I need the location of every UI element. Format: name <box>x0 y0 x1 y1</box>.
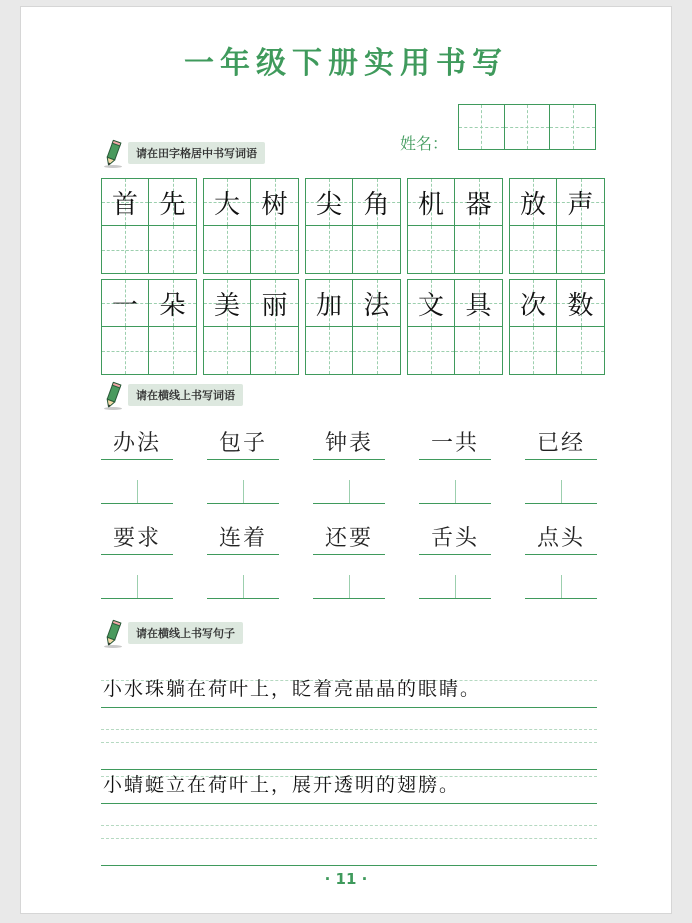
practice-char-box[interactable] <box>557 226 604 273</box>
model-char-box <box>251 179 298 226</box>
line-words-row <box>101 426 631 504</box>
model-word: 已经 <box>525 426 597 460</box>
model-char: 丽 <box>261 290 288 321</box>
line-word-item <box>525 426 631 504</box>
practice-char-box[interactable] <box>149 327 196 374</box>
tianzige-char-box[interactable] <box>306 179 353 273</box>
model-char-box <box>306 179 352 226</box>
model-word: 一共 <box>419 426 491 460</box>
section-label: 请在横线上书写词语 <box>128 384 243 406</box>
tianzige-char-box[interactable] <box>306 280 353 374</box>
model-char: 一 <box>111 290 138 321</box>
name-box-cell[interactable] <box>459 105 505 149</box>
model-word: 舌头 <box>419 521 491 555</box>
practice-line[interactable] <box>313 476 385 504</box>
section-header-grid <box>102 138 265 168</box>
writing-line[interactable] <box>101 826 597 866</box>
tianzige-char-box[interactable] <box>102 280 149 374</box>
practice-line[interactable] <box>207 476 279 504</box>
page-number: · 11 · <box>324 870 368 888</box>
model-char-box <box>455 280 502 327</box>
model-char: 大 <box>213 189 240 220</box>
tianzige-word-cell[interactable] <box>305 178 401 274</box>
tianzige-word-cell[interactable] <box>407 178 503 274</box>
tianzige-word-cell[interactable] <box>101 279 197 375</box>
pencil-icon <box>102 380 124 410</box>
model-char-box <box>455 179 502 226</box>
tianzige-char-box[interactable] <box>408 179 455 273</box>
model-char: 文 <box>417 290 444 321</box>
name-input-grid[interactable] <box>458 104 596 150</box>
pencil-icon <box>102 618 124 648</box>
model-char: 首 <box>111 189 138 220</box>
practice-line[interactable] <box>525 571 597 599</box>
model-char-box <box>204 280 250 327</box>
model-char-box <box>510 280 556 327</box>
tianzige-char-box[interactable] <box>149 280 196 374</box>
line-word-item <box>101 426 207 504</box>
practice-line[interactable] <box>313 571 385 599</box>
tianzige-char-box[interactable] <box>408 280 455 374</box>
model-char: 声 <box>567 189 594 220</box>
model-char-box <box>353 280 400 327</box>
model-char-box <box>204 179 250 226</box>
line-word-item <box>525 521 631 599</box>
model-word: 连着 <box>207 521 279 555</box>
model-word: 包子 <box>207 426 279 460</box>
model-char: 尖 <box>315 189 342 220</box>
practice-char-box[interactable] <box>251 327 298 374</box>
practice-line[interactable] <box>419 571 491 599</box>
tianzige-word-cell[interactable] <box>203 279 299 375</box>
model-char-box <box>149 179 196 226</box>
sentence-model-line <box>101 764 597 804</box>
model-char: 树 <box>261 189 288 220</box>
model-word: 要求 <box>101 521 173 555</box>
practice-char-box[interactable] <box>251 226 298 273</box>
practice-char-box[interactable] <box>455 226 502 273</box>
line-words-row <box>101 521 631 599</box>
practice-line[interactable] <box>101 571 173 599</box>
practice-char-box[interactable] <box>353 226 400 273</box>
model-char: 放 <box>519 189 546 220</box>
name-box-cell[interactable] <box>550 105 595 149</box>
tianzige-char-box[interactable] <box>557 179 604 273</box>
section-header-lines <box>102 380 243 410</box>
practice-char-box[interactable] <box>204 226 250 273</box>
tianzige-word-cell[interactable] <box>407 279 503 375</box>
name-label: 姓名： <box>400 134 449 153</box>
tianzige-word-cell[interactable] <box>203 178 299 274</box>
tianzige-word-cell[interactable] <box>509 279 605 375</box>
practice-char-box[interactable] <box>408 226 454 273</box>
model-char-box <box>102 280 148 327</box>
writing-guide-line <box>101 804 597 826</box>
practice-char-box[interactable] <box>102 327 148 374</box>
model-char: 朵 <box>159 290 186 321</box>
model-char-box <box>306 280 352 327</box>
line-word-item <box>207 521 313 599</box>
tianzige-char-box[interactable] <box>510 179 557 273</box>
sentence-block-1 <box>101 668 597 770</box>
tianzige-char-box[interactable] <box>353 280 400 374</box>
model-char-box <box>557 179 604 226</box>
sentence-text: 小蜻蜓立在荷叶上，展开透明的翅膀。 <box>103 774 461 796</box>
practice-char-box[interactable] <box>510 327 556 374</box>
model-char: 器 <box>465 189 492 220</box>
page-title: 一年级下册实用书写 <box>184 46 508 81</box>
sentence-text: 小水珠躺在荷叶上，眨着亮晶晶的眼睛。 <box>103 678 482 700</box>
practice-char-box[interactable] <box>353 327 400 374</box>
tianzige-char-box[interactable] <box>353 179 400 273</box>
model-char: 数 <box>567 290 594 321</box>
practice-char-box[interactable] <box>306 226 352 273</box>
tianzige-char-box[interactable] <box>251 179 298 273</box>
tianzige-char-box[interactable] <box>102 179 149 273</box>
model-char: 加 <box>315 290 342 321</box>
section-label: 请在横线上书写句子 <box>128 622 243 644</box>
sentence-block-2 <box>101 764 597 866</box>
practice-char-box[interactable] <box>102 226 148 273</box>
tianzige-char-box[interactable] <box>455 179 502 273</box>
model-char-box <box>251 280 298 327</box>
tianzige-word-cell[interactable] <box>305 279 401 375</box>
model-word: 点头 <box>525 521 597 555</box>
model-char: 机 <box>417 189 444 220</box>
model-char: 美 <box>213 290 240 321</box>
model-char-box <box>557 280 604 327</box>
model-word: 办法 <box>101 426 173 460</box>
grid-row <box>101 178 605 274</box>
practice-line[interactable] <box>525 476 597 504</box>
tianzige-word-cell[interactable] <box>101 178 197 274</box>
model-char: 先 <box>159 189 186 220</box>
model-char: 具 <box>465 290 492 321</box>
name-box-cell[interactable] <box>505 105 551 149</box>
practice-char-box[interactable] <box>149 226 196 273</box>
section-header-sentences <box>102 618 243 648</box>
practice-char-box[interactable] <box>455 327 502 374</box>
tianzige-char-box[interactable] <box>149 179 196 273</box>
line-word-item <box>207 426 313 504</box>
tianzige-char-box[interactable] <box>204 280 251 374</box>
model-char-box <box>149 280 196 327</box>
practice-line[interactable] <box>207 571 279 599</box>
practice-char-box[interactable] <box>557 327 604 374</box>
practice-char-box[interactable] <box>204 327 250 374</box>
line-word-item <box>419 521 525 599</box>
model-word: 钟表 <box>313 426 385 460</box>
line-word-item <box>101 521 207 599</box>
tianzige-char-box[interactable] <box>455 280 502 374</box>
model-char: 法 <box>363 290 390 321</box>
pencil-icon <box>102 138 124 168</box>
model-char-box <box>510 179 556 226</box>
section-label: 请在田字格居中书写词语 <box>128 142 265 164</box>
tianzige-char-box[interactable] <box>510 280 557 374</box>
sentence-model-line <box>101 668 597 708</box>
line-word-item <box>313 521 419 599</box>
tianzige-word-cell[interactable] <box>509 178 605 274</box>
grid-row <box>101 279 605 375</box>
model-char: 角 <box>363 189 390 220</box>
tianzige-char-box[interactable] <box>251 280 298 374</box>
line-word-item <box>419 426 525 504</box>
writing-guide-line <box>101 708 597 730</box>
model-char-box <box>408 179 454 226</box>
practice-char-box[interactable] <box>408 327 454 374</box>
practice-char-box[interactable] <box>306 327 352 374</box>
model-char-box <box>353 179 400 226</box>
practice-line[interactable] <box>419 476 491 504</box>
model-char: 次 <box>519 290 546 321</box>
model-word: 还要 <box>313 521 385 555</box>
line-word-item <box>313 426 419 504</box>
practice-char-box[interactable] <box>510 226 556 273</box>
model-char-box <box>102 179 148 226</box>
tianzige-char-box[interactable] <box>204 179 251 273</box>
practice-line[interactable] <box>101 476 173 504</box>
model-char-box <box>408 280 454 327</box>
tianzige-char-box[interactable] <box>557 280 604 374</box>
